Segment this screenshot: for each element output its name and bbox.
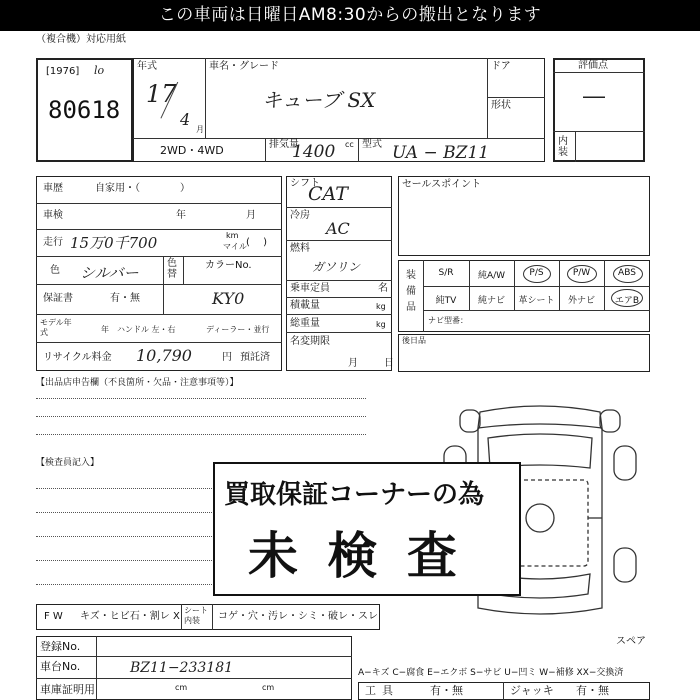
equip-tv: 純TV	[435, 296, 457, 306]
month-unit: 月	[196, 125, 204, 134]
inspection-year-unit: 年	[176, 210, 186, 221]
model-type-label: 型式	[362, 139, 382, 150]
warranty-value: 有・無	[110, 293, 140, 304]
warranty-label: 保証書	[43, 293, 73, 304]
stamp-line2: 未 検 査	[248, 527, 463, 585]
displacement-unit: cc	[345, 140, 354, 149]
equip-airbag: エアB	[614, 296, 640, 306]
year-label: 年式	[137, 61, 157, 72]
equip-ext-navi: 外ナビ	[567, 296, 595, 306]
recycle-label: リサイクル料金	[43, 352, 112, 363]
equip-ps: P/S	[529, 268, 544, 278]
inspector-notes-label: 【検査員記入】	[36, 458, 100, 468]
tools-label: 工具	[365, 684, 399, 697]
equip-aw: 純A/W	[477, 271, 506, 281]
recycle-unit: 円	[222, 352, 232, 363]
mileage-unit-km: km	[226, 231, 239, 240]
damage-code-legend: A−キズ C−腐食 E−エクボ S−サビ U−凹ミ W−補修 XX−交換済	[358, 668, 624, 678]
equip-leather: 革シート	[518, 296, 555, 306]
recycle-value: 10,790	[136, 346, 192, 365]
handle-label: ハンドル 左・右	[117, 325, 176, 334]
interior-label: 内装	[558, 136, 568, 158]
jack-value: 有・無	[576, 684, 609, 697]
spare-label: スペア	[616, 636, 646, 647]
name-change-label: 名変期限	[290, 336, 330, 347]
name-grade-label: 車名・グレード	[209, 61, 279, 72]
shape-label: 形状	[491, 100, 511, 111]
seller-notes-label: 【出品店申告欄（不良箇所・欠品・注意事項等）】	[36, 378, 239, 388]
mileage-label: 走行	[43, 237, 63, 248]
lot-box: [1976] lo 80618	[36, 58, 133, 162]
displacement-label: 排気量	[269, 139, 299, 150]
weight-label: 総重量	[290, 318, 320, 329]
history-value: 自家用・（ ）	[95, 183, 190, 194]
form-header: （複合機）対応用紙	[36, 34, 126, 45]
chassis-label: 車台No.	[40, 660, 81, 673]
ac-label: 冷房	[290, 210, 310, 221]
shift-value: CAT	[308, 183, 348, 205]
month-value: 4	[180, 110, 191, 129]
drive-label: 2WD・4WD	[160, 144, 224, 157]
equipment-label: 装備品	[406, 270, 416, 313]
fuel-label: 燃料	[290, 243, 310, 254]
color-no-label: カラーNo.	[205, 260, 252, 271]
tools-value: 有・無	[430, 684, 463, 697]
capacity-label: 乗車定員	[290, 283, 330, 294]
equip-sr: S/R	[438, 268, 454, 278]
model-year-label: モデル年式	[40, 318, 72, 337]
color-change-label: 色替	[167, 258, 177, 280]
model-type-value: UA − BZ11	[392, 143, 490, 163]
equip-pw: P/W	[572, 268, 591, 278]
name-change-unit: 月日	[348, 358, 420, 369]
equip-navi: 純ナビ	[477, 296, 505, 306]
score-label: 評価点	[578, 60, 608, 71]
weight-unit: kg	[376, 320, 386, 329]
navi-model-label: ナビ型番：	[428, 316, 468, 325]
fw-legend: キズ・ヒビ石・割レ X	[80, 611, 180, 622]
seat-legend: コゲ・穴・汚レ・シミ・破レ・スレ	[218, 611, 378, 622]
color-label: 色	[50, 265, 60, 276]
fw-label: F W	[44, 611, 63, 622]
sales-point-label: セールスポイント	[402, 179, 482, 190]
fuel-value: ガソリン	[312, 260, 361, 274]
color-value: シルバー	[80, 264, 139, 282]
displacement-value: 1400	[292, 142, 336, 162]
year-value: 17	[146, 80, 177, 108]
recycle-status: 預託済	[240, 352, 270, 363]
stamp-line1: 買取保証コーナーの為	[224, 480, 485, 510]
ac-value: AC	[326, 219, 350, 238]
seat-label: シート内装	[184, 606, 208, 625]
history-label: 車歴	[43, 183, 63, 194]
name-grade-value: キューブ SX	[262, 88, 376, 112]
jack-label: ジャッキ	[510, 684, 554, 697]
lot-number: 80618	[48, 96, 121, 124]
dealer-label: ディーラー・並行	[206, 325, 270, 334]
inspection-label: 車検	[43, 210, 63, 221]
equip-abs: ABS	[618, 268, 636, 278]
proof-label: 車庫証明用	[40, 683, 95, 696]
model-year-unit: 年	[101, 325, 109, 334]
lot-code-suffix: lo	[94, 64, 105, 77]
lot-code: 1976	[49, 66, 76, 77]
capacity-unit: 名	[378, 283, 388, 294]
after-date-label: 後日品	[402, 336, 426, 345]
load-unit: kg	[376, 302, 386, 311]
score-value: ―	[583, 84, 605, 109]
notice-banner: この車両は日曜日AM8:30からの搬出となります	[0, 0, 700, 31]
registration-label: 登録No.	[40, 640, 81, 653]
shift-label: シフト	[290, 178, 320, 189]
mileage-unit-mile: マイル	[223, 242, 247, 251]
chassis-value: BZ11−233181	[130, 660, 234, 676]
load-label: 積載量	[290, 300, 320, 311]
mileage-value: 15万0千700	[70, 234, 158, 252]
inspection-month-unit: 月	[246, 210, 256, 221]
color-no-value: KY0	[212, 289, 245, 308]
after-date-box	[398, 334, 650, 372]
door-label: ドア	[491, 61, 511, 72]
